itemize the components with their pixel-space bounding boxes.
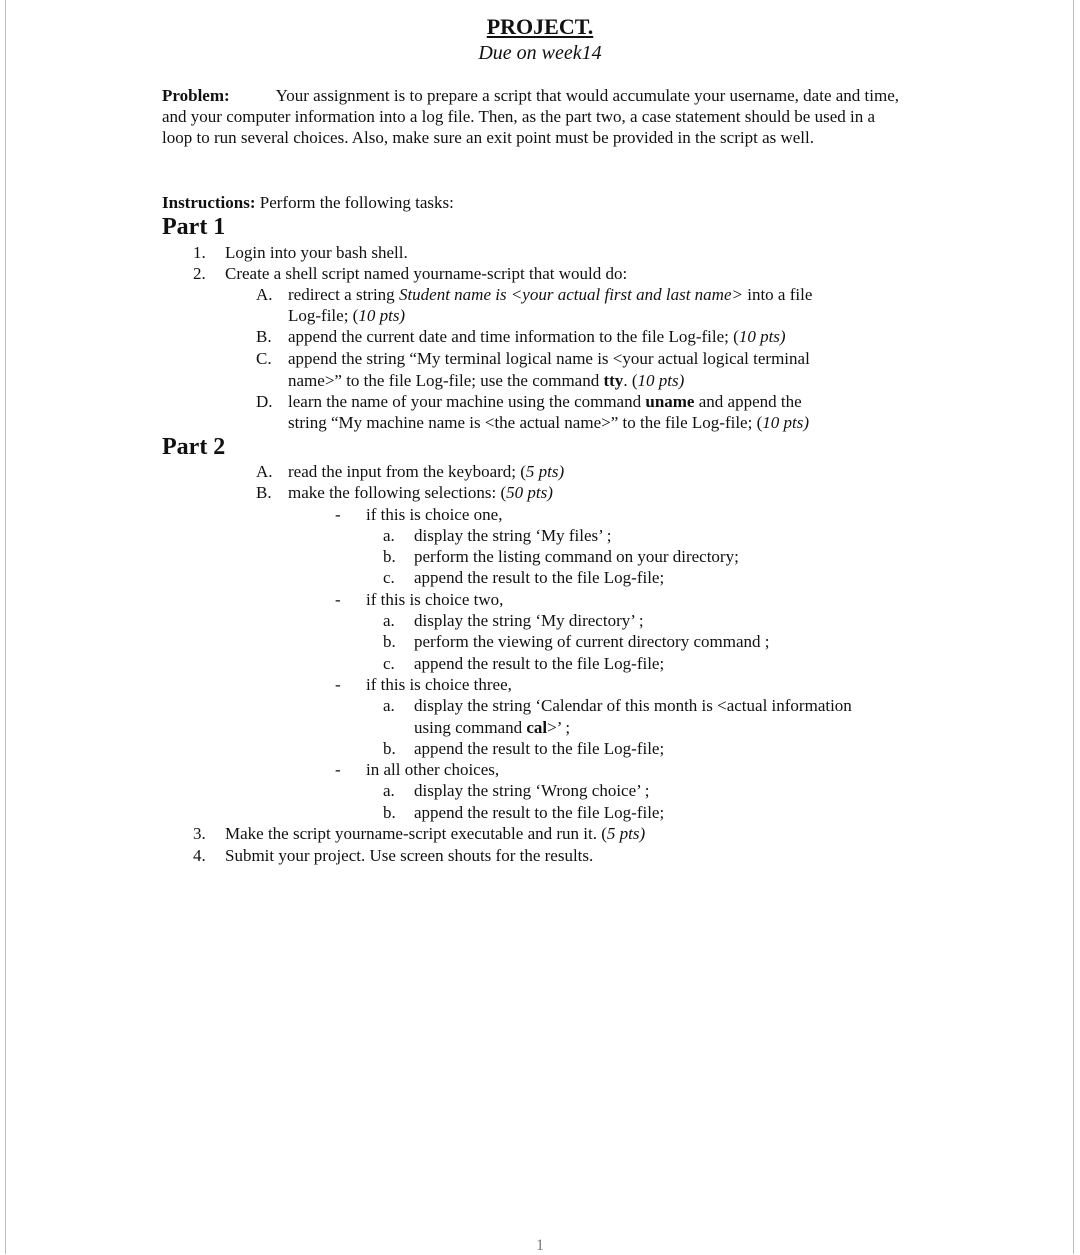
part2-B-line: [288, 482, 553, 503]
part1-B-letter: B.: [256, 327, 272, 346]
choice2-c-text: append the result to the file Log-file;: [414, 654, 665, 673]
part1-C-punct: . (: [623, 371, 638, 390]
choice3-a-line1: display the string ‘Calendar of this month is <actual information: [414, 696, 852, 715]
part1-D-text-end: and append the: [694, 392, 802, 411]
part1-C-points: 10 pts): [637, 371, 685, 390]
page-left-edge: [5, 0, 6, 1254]
choice1-text: if this is choice one,: [366, 505, 503, 524]
choice3-a-command: cal: [526, 718, 548, 737]
choice3-dash: -: [335, 675, 341, 694]
part2-B-points: 50 pts): [506, 483, 553, 502]
choice2-dash: -: [335, 590, 341, 609]
choice2-text: if this is choice two,: [366, 590, 504, 609]
part1-A-line2: [288, 305, 405, 326]
part1-step2-text: Create a shell script named yourname-script that would do:: [225, 264, 628, 283]
part1-heading: Part 1: [162, 214, 226, 240]
choice3-b-letter: b.: [383, 739, 396, 758]
part1-C-command: tty: [603, 371, 624, 390]
choice-other-a-letter: a.: [383, 781, 395, 800]
step4-number: 4.: [193, 846, 206, 865]
part1-A-text: redirect a string: [288, 285, 399, 304]
choice1-a-text: display the string ‘My files’ ;: [414, 526, 612, 545]
choice2-b-letter: b.: [383, 632, 396, 651]
part1-D-text: learn the name of your machine using the command: [288, 392, 646, 411]
instructions-line: [162, 192, 454, 213]
problem-paragraph: [162, 85, 907, 149]
part1-C-letter: C.: [256, 349, 272, 368]
part1-B-line1: [288, 326, 786, 347]
part1-C-line1: append the string “My terminal logical name is <your actual logical terminal: [288, 349, 810, 368]
choice3-a-line2-end: >’ ;: [547, 718, 571, 737]
part1-A-line2-text: Log-file; (: [288, 306, 359, 325]
part2-A-points: 5 pts): [525, 462, 565, 481]
part1-D-line2: [288, 412, 809, 433]
document-subtitle: Due on week14: [478, 42, 602, 64]
choice1-c-letter: c.: [383, 568, 395, 587]
choice-other-dash: -: [335, 760, 341, 779]
choice1-a-letter: a.: [383, 526, 395, 545]
choice3-a-letter: a.: [383, 696, 395, 715]
part1-A-italic: Student name is <your actual first and last name>: [398, 285, 743, 304]
choice-other-b-letter: b.: [383, 803, 396, 822]
step3-line: [225, 823, 645, 844]
part1-D-letter: D.: [256, 392, 273, 411]
part1-A-letter: A.: [256, 285, 273, 304]
choice-other-a-text: display the string ‘Wrong choice’ ;: [414, 781, 650, 800]
page-number: 1: [536, 1237, 544, 1254]
part1-D-command: uname: [645, 392, 695, 411]
part2-B-letter: B.: [256, 483, 272, 502]
part2-A-line: [288, 461, 564, 482]
part1-D-line1: [288, 391, 802, 412]
instructions-text: Perform the following tasks:: [255, 193, 454, 212]
choice-other-b-text: append the result to the file Log-file;: [414, 803, 665, 822]
part1-step1-number: 1.: [193, 243, 206, 262]
part2-heading: Part 2: [162, 434, 226, 460]
part2-B-text: make the following selections: (: [288, 483, 507, 502]
step3-text: Make the script yourname-script executable and run it. (: [225, 824, 607, 843]
document-title: PROJECT.: [486, 14, 594, 39]
part1-C-text: name>” to the file Log-file; use the command: [288, 371, 604, 390]
choice1-c-text: append the result to the file Log-file;: [414, 568, 665, 587]
part1-A-line1: [288, 284, 812, 305]
part1-A-text-end: into a file: [742, 285, 813, 304]
instructions-label: Instructions:: [162, 193, 256, 212]
choice1-b-text: perform the listing command on your directory;: [414, 547, 739, 566]
choice1-dash: -: [335, 505, 341, 524]
part1-step1-text: Login into your bash shell.: [225, 243, 408, 262]
choice2-b-text: perform the viewing of current directory command ;: [414, 632, 770, 651]
step3-number: 3.: [193, 824, 206, 843]
choice3-text: if this is choice three,: [366, 675, 512, 694]
part1-step2-number: 2.: [193, 264, 206, 283]
part1-D-line2-text: string “My machine name is <the actual name>” to the file Log-file; (: [288, 413, 763, 432]
choice1-b-letter: b.: [383, 547, 396, 566]
step3-points: 5 pts): [606, 824, 646, 843]
choice2-a-letter: a.: [383, 611, 395, 630]
choice3-a-line2-text: using command: [414, 718, 527, 737]
part1-D-points: 10 pts): [762, 413, 809, 432]
step4-text: Submit your project. Use screen shouts for the results.: [225, 846, 594, 865]
problem-label: Problem:: [162, 86, 230, 105]
problem-text: Your assignment is to prepare a script that would accumulate your username, date and time, and your computer information into a log file. Then, as the part two, a case statement should be used in a loop to run several choices. Also, make sure an exit point must be provided in the script as well.: [162, 86, 899, 148]
choice-other-text: in all other choices,: [366, 760, 500, 779]
part2-A-text: read the input from the keyboard; (: [288, 462, 526, 481]
page-right-edge: [1073, 0, 1074, 1254]
choice3-b-text: append the result to the file Log-file;: [414, 739, 665, 758]
choice3-a-line2: [414, 717, 570, 738]
choice2-a-text: display the string ‘My directory’ ;: [414, 611, 644, 630]
part1-B-points: 10 pts): [738, 327, 786, 346]
part2-A-letter: A.: [256, 462, 273, 481]
part1-A-points: 10 pts): [358, 306, 406, 325]
part1-B-text: append the current date and time information to the file Log-file; (: [288, 327, 739, 346]
part1-C-line2: [288, 370, 684, 391]
choice2-c-letter: c.: [383, 654, 395, 673]
